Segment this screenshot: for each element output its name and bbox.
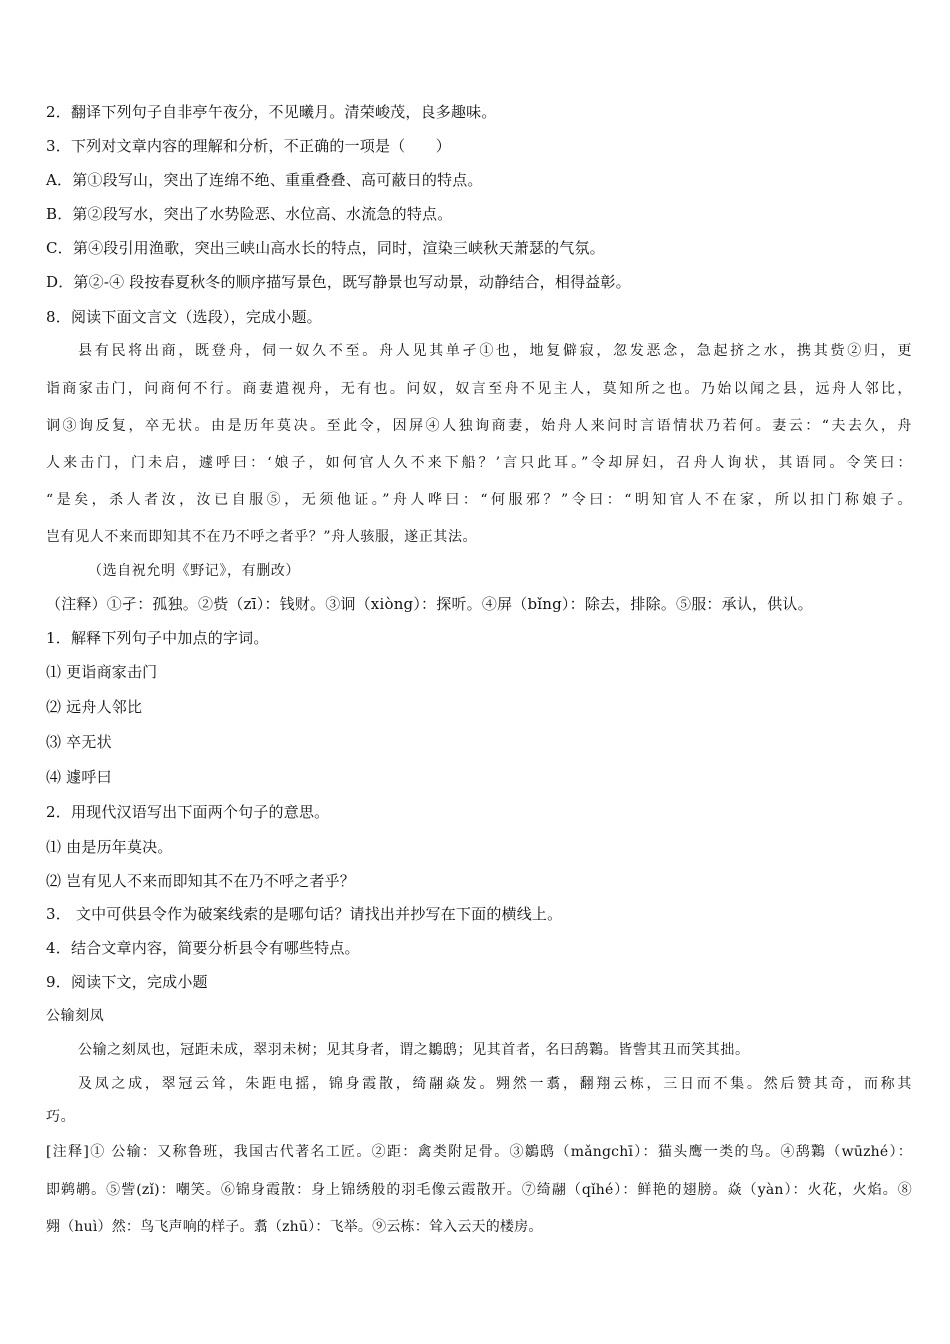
option-a: A．第①段写山，突出了连绵不绝、重重叠叠、高可蔽日的特点。 [46, 171, 483, 189]
subquestion-3: 3． 文中可供县令作为破案线索的是哪句话？请找出并抄写在下面的横线上。 [46, 905, 563, 923]
question-3-stem: 3．下列对文章内容的理解和分析，不正确的一项是（ ） [46, 137, 451, 155]
option-b: B．第②段写水，突出了水势险恶、水位高、水流急的特点。 [46, 205, 453, 223]
option-d: D．第②-④ 段按春夏秋冬的顺序描写景色，既写静景也写动景，动静结合，相得益彰。 [46, 273, 631, 291]
subquestion-2-item-2: ⑵ 岂有见人不来而即知其不在乃不呼之者乎？ [46, 872, 355, 890]
subquestion-1-item-3: ⑶ 卒无状 [46, 733, 112, 751]
subquestion-1-item-4: ⑷ 遽呼曰 [46, 768, 112, 786]
passage-2-line-3: 巧。 [46, 1109, 76, 1125]
subquestion-2-item-1: ⑴ 由是历年莫决。 [46, 838, 173, 856]
passage-line-3: 诇③询反复，卒无状。由是历年莫决。至此令，因屏④人独询商妻，始舟人来问时言语情状乃若何。妻云：“夫去久，舟 [46, 418, 912, 434]
option-c: C．第④段引用渔歌，突出三峡山高水长的特点，同时，渲染三峡秋天萧瑟的气氛。 [46, 239, 605, 257]
subquestion-2: 2．用现代汉语写出下面两个句子的意思。 [46, 803, 330, 821]
passage-line-1: 县有民将出商，既登舟，伺一奴久不至。舟人见其单孑①也，地复僻寂，忽发恶念，急起挤之水，携其赀②归，更 [78, 343, 912, 359]
subquestion-1-item-1: ⑴ 更诣商家击门 [46, 663, 158, 681]
passage-line-4: 人来击门，门未启，遽呼曰：‘娘子，如何官人久不来下船？’言只此耳。”令却屏妇，召舟人询状，其语同。令笑曰： [46, 455, 912, 471]
passage-2-title: 公输刻凤 [46, 1008, 105, 1024]
passage-source: （选自祝允明《野记》，有删改） [88, 563, 300, 579]
passage-2-notes-1: [注释]① 公输：又称鲁班，我国古代著名工匠。②距：禽类附足骨。③鶵鸱（mǎngchī）：猫头鹰一类的鸟。④鸹鸈（wūzhé）： [46, 1144, 912, 1160]
passage-2-line-2: 及凤之成，翠冠云耸，朱距电摇，锦身霞散，绮翮焱发。翙然一翥，翻翔云栋，三日而不集。然后赞其奇，而称其 [78, 1076, 912, 1092]
question-9-heading: 9．阅读下文，完成小题 [46, 973, 208, 991]
passage-2-notes-3: 翙（huì）然：鸟飞声响的样子。翥（zhū）：飞举。⑨云栋：耸入云天的楼房。 [46, 1219, 543, 1235]
subquestion-4: 4．结合文章内容，简要分析县令有哪些特点。 [46, 939, 360, 957]
passage-2-notes-2: 即鹈鹕。⑤訾(zǐ)：嘲笑。⑥锦身霞散：身上锦绣般的羽毛像云霞散开。⑦绮翮（qǐhé）：鲜艳的翅膀。焱（yàn）：火花，火焰。⑧ [46, 1182, 912, 1198]
passage-line-6: 岂有见人不来而即知其不在乃不呼之者乎？”舟人骇服，遂正其法。 [46, 529, 478, 545]
passage-line-5: “是矣，杀人者汝，汝已自服⑤，无须他证。”舟人哗曰：“何服邪？”令曰：“明知官人不在家，所以扣门称娘子。 [46, 492, 912, 508]
subquestion-1: 1．解释下列句子中加点的字词。 [46, 629, 269, 647]
passage-notes: （注释）①孑：孤独。②赀（zī）：钱财。③诇（xiòng）：探听。④屏（bǐng）：除去，排除。⑤服：承认，供认。 [46, 595, 813, 613]
question-8-heading: 8．阅读下面文言文（选段），完成小题。 [46, 308, 322, 326]
subquestion-1-item-2: ⑵ 远舟人邻比 [46, 698, 143, 716]
question-2-translate: 2．翻译下列句子自非亭午夜分，不见曦月。清荣峻茂，良多趣味。 [46, 103, 497, 121]
passage-line-2: 诣商家击门，问商何不行。商妻遣视舟，无有也。问奴，奴言至舟不见主人，莫知所之也。乃始以闻之县，远舟人邻比， [46, 381, 912, 397]
passage-2-line-1: 公输之刻凤也，冠距未成，翠羽未树；见其身者，谓之鶵鸱；见其首者，名曰鸹鸈。皆訾其丑而笑其拙。 [78, 1042, 750, 1058]
